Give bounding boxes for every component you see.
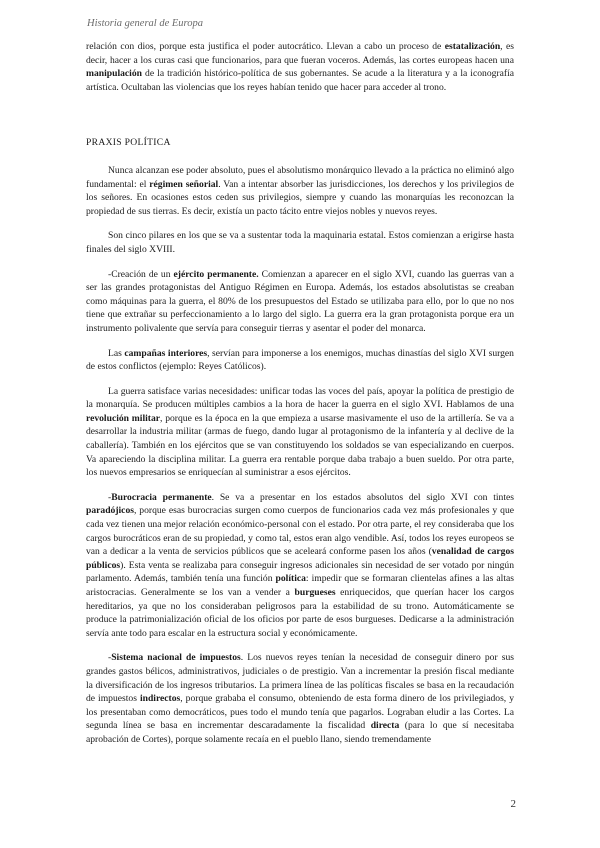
- paragraph: [86, 229, 514, 256]
- bold-term: Burocracia permanente: [111, 491, 212, 503]
- text-run: -: [108, 491, 112, 503]
- bold-term: indirectos: [139, 693, 181, 705]
- text-run: La guerra satisface varias necesidades: unificar todas las voces del país, apoyar la política de prestigio de la monarquía. Se producen múltiples cambios a la hora de hacer la guerra en el siglo XVI. Hablamos de una: [86, 385, 514, 411]
- paragraph: [86, 164, 514, 218]
- text-run: . Van a intentar absorber las jurisdicciones, los derechos y los privilegios de los señores. En ocasiones estos ceden sus privilegios, siempre y cuando las monarquías les reconozcan la propiedad de sus tierras. Es decir, existía un pacto tácito entre viejos nobles y nuevos reyes.: [86, 178, 514, 217]
- bold-term: burgueses: [294, 587, 336, 598]
- paragraph: [86, 347, 514, 374]
- text-run: , porque es la época en la que empieza a usarse masivamente el uso de la artillería. Se va a desarrollar la industria militar (armas de fuego, dando lugar al protagonismo de la infantería y al declive de la caballería). También en los ejércitos que se van constituyendo los soldados se van especializando en cuerpos. Va apareciendo la disciplina militar. La guerra era rentable porque daba trabajo a buen sueldo. Por otra parte, los nuevos empresarios se enriquecían al suministrar a esos ejércitos.: [86, 412, 514, 479]
- text-run: (para lo que sí necesitaba aprobación de Cortes), porque solamente recaía en el pueblo llano, siendo tremendamente: [86, 720, 515, 745]
- text-run: -Creación de un: [108, 268, 174, 280]
- paragraph: [86, 491, 514, 641]
- text-run: : impedir que se formaran clientelas afines a las altas aristocracias. Generalmente se los van a vender a: [86, 573, 514, 598]
- paragraph: [86, 40, 514, 94]
- bold-term: estatalización: [444, 41, 501, 52]
- bold-term: revolución militar: [86, 412, 161, 424]
- text-run: , porque esas burocracias surgen como cuerpos de funcionarios cada vez más profesionales y que cada vez tienen una mejor relación económico-personal con el estado. Por otra parte, el rey consideraba que los cargos burocráticos eran de su propiedad, y como tal, estos eran algo vendible. Así, todos los reyes europeos se van a dedicar a la venta de servicios públicos que se aceleará conforme pasen los años (: [86, 505, 514, 558]
- text-run: Nunca alcanzan ese poder absoluto, pues el absolutismo monárquico llevado a la práctica no eliminó algo fundamental: el: [86, 164, 514, 190]
- bold-term: campañas interiores: [124, 347, 208, 359]
- text-run: de la tradición histórico-política de sus gobernantes. Se acude a la literatura y a la iconografía artística. Ocultaban las violencias que los reyes habían tenido que hacer para acceder al trono.: [86, 68, 514, 93]
- bold-term: manipulación: [86, 68, 142, 80]
- bold-term: directa: [370, 720, 400, 732]
- section-heading: PRAXIS POLÍTICA: [86, 137, 171, 149]
- text-run: , servían para imponerse a los enemigos, muchas dinastías del siglo XVI surgen de estos conflictos (ejemplo: Reyes Católicos).: [86, 347, 514, 373]
- text-run: -: [108, 652, 112, 664]
- bold-term: venalidad de cargos públicos: [86, 546, 514, 571]
- bold-term: régimen señorial: [149, 178, 219, 190]
- bold-term: política: [275, 573, 306, 585]
- text-run: enriquecidos, que querían hacer los cargos hereditarios, ya que no los consideraban peligrosos para la estabilidad de su trono. Automáticamente se produce la patrimonialización oficial de los oficios por parte de esos burgueses. Dedicarse a la administración servía ante todo para escalar en la estructura social y económicamente.: [86, 587, 514, 639]
- bold-term: ejército permanente.: [173, 268, 259, 280]
- text-run: Comienzan a aparecer en el siglo XVI, cuando las guerras van a ser las grandes protagonistas del Antiguo Régimen en Europa. Además, los estados absolutistas se creaban como máquinas para la guerra, el 80% de los presupuestos del Estado se utilizaba para ello, por lo que no nos tiene que extrañar su perfeccionamiento a lo largo del siglo. La guerra era la gran protagonista porque era un instrumento polivalente que servía para conseguir tierras y asentar el poder del monarca.: [86, 268, 515, 334]
- text-run: . Se va a presentar en los estados absolutos del siglo XVI con tintes: [211, 491, 514, 503]
- paragraph: [86, 268, 514, 336]
- text-run: , porque grababa el consumo, obteniendo de esta forma dinero de los privilegiados, y los presentaban como democráticos, pues todo el mundo tenía que pagarlos. Lograban eludir a las Cortes. La segunda línea se basa en incrementar descaradamente la fiscalidad: [86, 693, 514, 732]
- running-header: Historia general de Europa: [87, 18, 203, 29]
- bold-term: Sistema nacional de impuestos: [111, 652, 241, 664]
- text-run: Las: [108, 347, 125, 359]
- text-run: , es decir, hacer a los curas casi que funcionarios, para que fueran voceros. Además, las cortes europeas hacen una: [86, 41, 515, 66]
- bold-term: paradójicos: [86, 505, 134, 517]
- document-body: [86, 40, 514, 758]
- paragraph: [86, 651, 514, 746]
- page-number: 2: [510, 798, 516, 810]
- text-run: relación con dios, porque esta justifica el poder autocrático. Llevan a cabo un proceso de: [86, 41, 445, 52]
- text-run: . Los nuevos reyes tenían la necesidad de conseguir dinero por sus grandes gastos bélicos, administrativos, judiciales o de prestigio. Van a incrementar la presión fiscal mediante la diversificación de los ingresos tributarios. La primera línea de las políticas fiscales se basa en la recaudación de impuestos: [86, 652, 514, 705]
- text-run: Son cinco pilares en los que se va a sustentar toda la maquinaria estatal. Estos comienzan a erigirse hasta finales del siglo XVIII.: [86, 230, 514, 255]
- paragraph: [86, 385, 514, 480]
- text-run: ). Esta venta se realizaba para conseguir ingresos adicionales sin necesidad de ser votado por ningún parlamento. Además, también tenía una función: [86, 559, 514, 585]
